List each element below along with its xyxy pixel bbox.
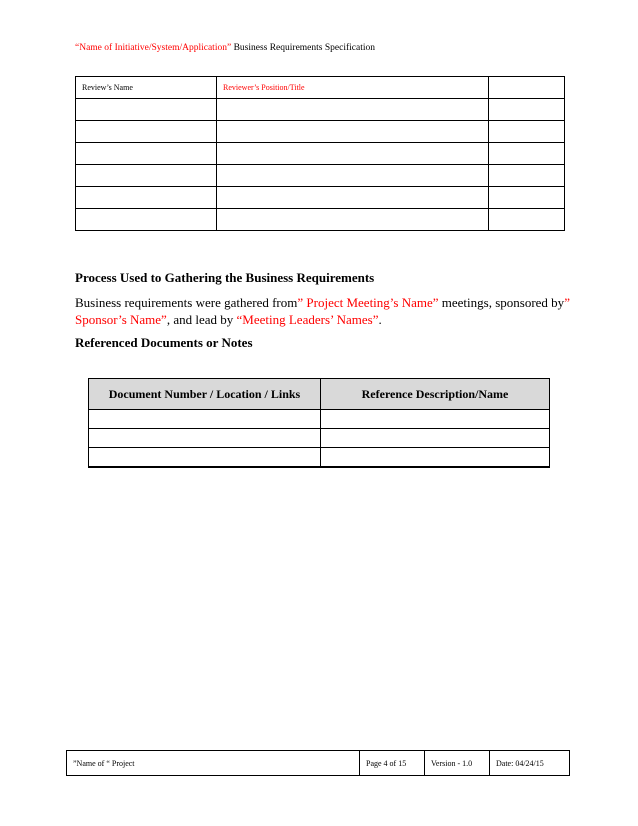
table-cell[interactable] — [76, 121, 217, 143]
sponsor-name-placeholder: ” Sponsor’s Name” — [75, 295, 570, 327]
reviewer-extra-header — [489, 77, 565, 99]
table-row — [89, 448, 550, 468]
references-heading: Referenced Documents or Notes — [75, 335, 253, 350]
table-cell[interactable] — [489, 165, 565, 187]
table-cell[interactable] — [321, 429, 550, 448]
reviewer-name-header: Review’s Name — [76, 77, 217, 99]
process-text-4: . — [378, 312, 382, 327]
table-cell[interactable] — [489, 143, 565, 165]
meeting-leaders-placeholder: “Meeting Leaders’ Names” — [236, 312, 379, 327]
meeting-name-placeholder: ” Project Meeting’s Name” — [297, 295, 439, 310]
table-cell[interactable] — [489, 209, 565, 231]
page-header — [75, 43, 375, 53]
table-row — [76, 165, 565, 187]
table-cell[interactable] — [76, 209, 217, 231]
table-row — [76, 143, 565, 165]
table-cell[interactable] — [76, 99, 217, 121]
process-text-3: , and lead by — [166, 312, 237, 327]
references-table — [88, 378, 550, 468]
table-cell[interactable] — [489, 121, 565, 143]
references-header-row — [89, 379, 550, 410]
footer-page-number: Page 4 of 15 — [360, 751, 425, 776]
page-footer — [66, 750, 570, 776]
footer-version: Version - 1.0 — [425, 751, 490, 776]
reviewer-table-header-row — [76, 77, 565, 99]
process-text-1: Business requirements were gathered from — [75, 295, 298, 310]
process-paragraph — [75, 294, 575, 328]
table-cell[interactable] — [217, 121, 489, 143]
table-cell[interactable] — [489, 99, 565, 121]
reviewer-position-header: Reviewer’s Position/Title — [217, 77, 489, 99]
table-cell[interactable] — [76, 165, 217, 187]
table-row — [76, 209, 565, 231]
table-cell[interactable] — [89, 410, 321, 429]
process-text-2: meetings, sponsored by — [438, 295, 565, 310]
table-cell[interactable] — [217, 143, 489, 165]
table-row — [89, 429, 550, 448]
header-initiative-name: “Name of Initiative/System/Application” — [75, 43, 232, 53]
table-row — [76, 99, 565, 121]
table-cell[interactable] — [89, 448, 321, 468]
table-cell[interactable] — [76, 143, 217, 165]
table-cell[interactable] — [217, 99, 489, 121]
table-row — [76, 121, 565, 143]
table-cell[interactable] — [217, 187, 489, 209]
table-cell[interactable] — [89, 429, 321, 448]
table-row — [76, 187, 565, 209]
table-cell[interactable] — [76, 187, 217, 209]
reference-description-header: Reference Description/Name — [321, 379, 550, 410]
table-cell[interactable] — [321, 410, 550, 429]
table-cell[interactable] — [489, 187, 565, 209]
footer-date: Date: 04/24/15 — [490, 751, 570, 776]
table-cell[interactable] — [217, 165, 489, 187]
table-cell[interactable] — [217, 209, 489, 231]
process-heading: Process Used to Gathering the Business Requirements — [75, 270, 375, 285]
header-document-type: Business Requirements Specification — [231, 43, 375, 53]
table-row — [89, 410, 550, 429]
table-cell[interactable] — [321, 448, 550, 468]
document-number-header: Document Number / Location / Links — [89, 379, 321, 410]
footer-project-name: ”Name of “ Project — [67, 751, 360, 776]
reviewer-table — [75, 76, 565, 231]
